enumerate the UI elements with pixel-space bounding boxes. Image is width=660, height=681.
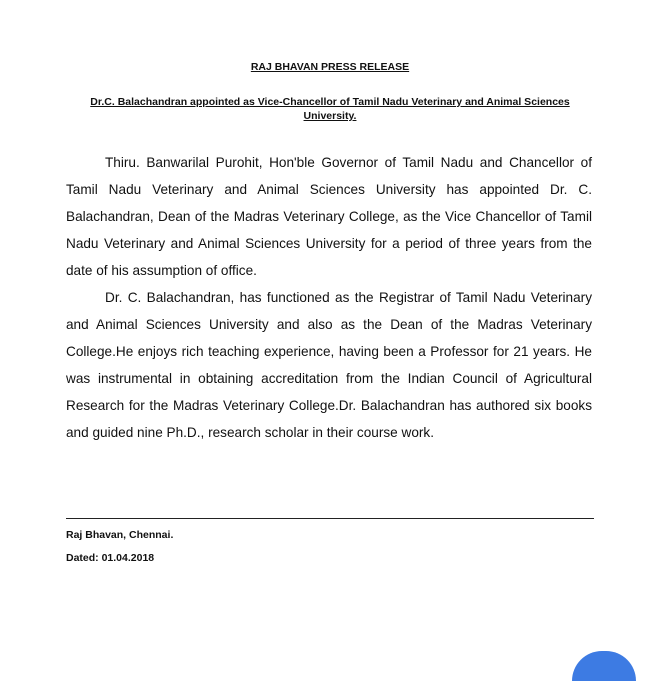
footer-divider bbox=[66, 518, 594, 519]
body-paragraph-1: Thiru. Banwarilal Purohit, Hon'ble Governor of Tamil Nadu and Chancellor of Tamil Nadu Veterinary and Animal Sciences University has appointed Dr. C. Balachandran, Dean of the Madras Veterinary College, as the Vice Chancellor of Tamil Nadu Veterinary and Animal Sciences University for a period of three years from the date of his assumption of office. bbox=[66, 155, 592, 278]
press-release-body bbox=[66, 149, 592, 446]
body-paragraph-2: Dr. C. Balachandran, has functioned as the Registrar of Tamil Nadu Veterinary and Animal Sciences University and also as the Dean of the Madras Veterinary College.He enjoys rich teaching experience, having been a Professor for 21 years. He was instrumental in obtaining accreditation from the Indian Council of Agricultural Research for the Madras Veterinary College.Dr. Balachandran has authored six books and guided nine Ph.D., research scholar in their course work. bbox=[66, 290, 592, 440]
press-release-title: RAJ BHAVAN PRESS RELEASE bbox=[250, 61, 410, 73]
press-release-subtitle: Dr.C. Balachandran appointed as Vice-Chancellor of Tamil Nadu Veterinary and Animal Sciences University. bbox=[90, 96, 570, 122]
corner-overlay-shape bbox=[572, 651, 636, 681]
footer-place: Raj Bhavan, Chennai. bbox=[66, 529, 174, 541]
footer-date: Dated: 01.04.2018 bbox=[66, 552, 155, 564]
